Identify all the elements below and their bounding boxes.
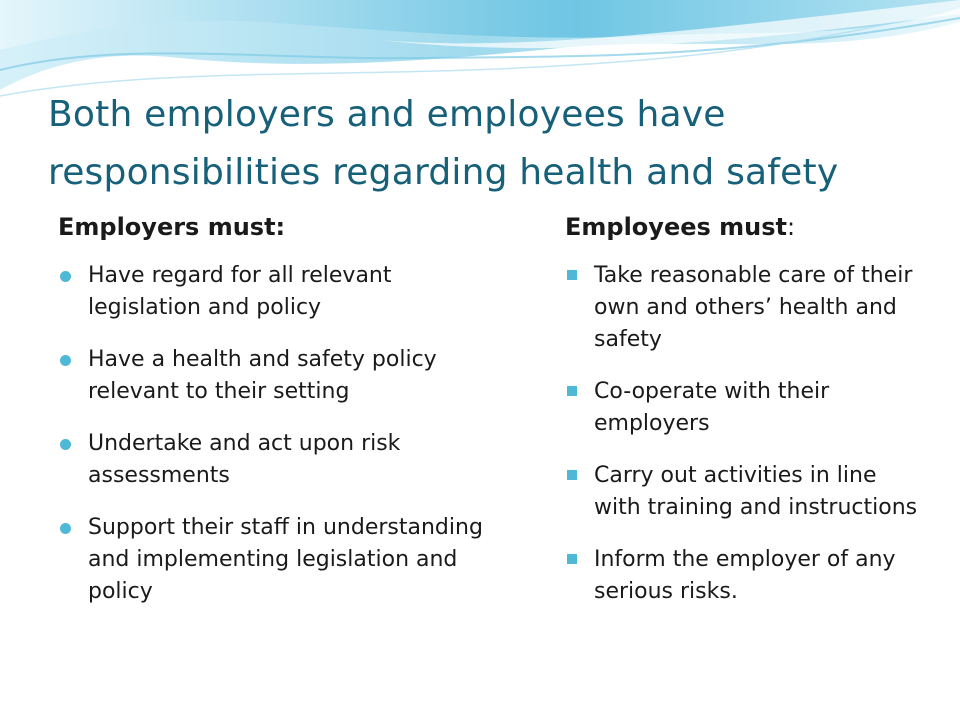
list-item-text: Carry out activities in line with training and instructions [594,463,918,520]
employers-heading: Employers must: [58,213,286,241]
list-item [58,428,498,492]
square-bullet-icon [567,470,577,480]
slide-title: Both employers and employees have responsibilities regarding health and safety [48,94,839,193]
employers-column [58,212,498,628]
circle-bullet-icon [60,523,71,534]
employees-heading [565,212,925,242]
square-bullet-icon [567,554,577,564]
square-bullet-icon [567,270,577,280]
list-item [565,260,925,356]
list-item [58,344,498,408]
list-item-text: Support their staff in understanding and implementing legislation and policy [88,515,483,604]
list-item [565,544,925,608]
employees-column [565,212,925,628]
circle-bullet-icon [60,355,71,366]
list-item-text: Undertake and act upon risk assessments [88,431,401,488]
list-item [58,260,498,324]
list-item-text: Have a health and safety policy relevant to their setting [88,347,437,404]
square-bullet-icon [567,386,577,396]
list-item [565,460,925,524]
list-item-text: Inform the employer of any serious risks. [594,547,896,604]
circle-bullet-icon [60,439,71,450]
employees-heading-colon: : [787,213,796,241]
list-item [565,376,925,440]
circle-bullet-icon [60,271,71,282]
employees-list [565,260,925,608]
list-item-text: Have regard for all relevant legislation and policy [88,263,392,320]
employees-heading-text: Employees must [565,213,787,241]
list-item-text: Take reasonable care of their own and others’ health and safety [594,263,913,352]
employers-list [58,260,498,608]
list-item-text: Co-operate with their employers [594,379,830,436]
list-item [58,512,498,608]
